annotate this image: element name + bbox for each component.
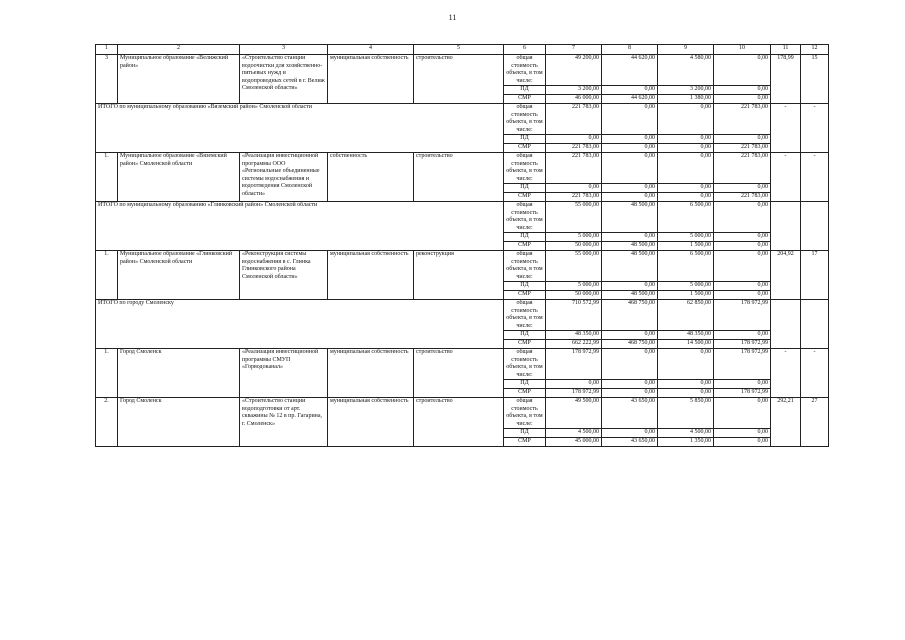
row-number: 1. <box>96 349 118 398</box>
amount-cell: 0,00 <box>714 242 771 251</box>
object-name-cell: «Реконструкция системы водоснабжения в с. Глинка Глинковского района Смоленской области» <box>240 251 328 300</box>
amount-cell: 0,00 <box>658 104 714 135</box>
work-type-cell: строительство <box>414 398 504 447</box>
property-cell: собственность <box>328 153 414 202</box>
amount-cell: 0,00 <box>714 55 771 86</box>
amount-cell: 1 500,00 <box>658 291 714 300</box>
amount-cell: 0,00 <box>714 86 771 95</box>
cost-label: общая стоимость объекта, в том числе: <box>504 104 546 135</box>
cost-label: СМР <box>504 193 546 202</box>
column-number: 5 <box>414 45 504 55</box>
amount-cell: 0,00 <box>602 282 658 291</box>
amount-cell: 49 200,00 <box>546 55 602 86</box>
row-number: 1. <box>96 153 118 202</box>
summary-row <box>96 104 829 135</box>
cost-label: общая стоимость объекта, в том числе: <box>504 251 546 282</box>
investment-table <box>95 44 829 447</box>
amount-cell: 0,00 <box>658 349 714 380</box>
summary-title: ИТОГО по муниципальному образованию «Вяземский район» Смоленской области <box>96 104 504 153</box>
work-type-cell: строительство <box>414 55 504 104</box>
amount-cell: 0,00 <box>658 193 714 202</box>
amount-cell: 0,00 <box>714 438 771 447</box>
amount-cell: 178 972,99 <box>714 300 771 331</box>
cost-label: ПД <box>504 282 546 291</box>
property-cell: муниципальная собственность <box>328 398 414 447</box>
amount-cell: 0,00 <box>602 184 658 193</box>
amount-cell: 0,00 <box>602 193 658 202</box>
amount-cell: 0,00 <box>658 144 714 153</box>
column-number: 2 <box>118 45 240 55</box>
amount-cell: 0,00 <box>602 331 658 340</box>
amount-cell: 0,00 <box>714 184 771 193</box>
amount-cell: 62 850,00 <box>658 300 714 331</box>
column-number: 7 <box>546 45 602 55</box>
amount-cell: 221 783,00 <box>546 193 602 202</box>
cost-label: ПД <box>504 184 546 193</box>
cost-label: ПД <box>504 380 546 389</box>
table-row <box>96 153 829 184</box>
amount-cell: 48 500,00 <box>602 202 658 233</box>
amount-cell: 221 783,00 <box>546 144 602 153</box>
amount-cell: 178 972,99 <box>714 340 771 349</box>
work-type-cell: строительство <box>414 349 504 398</box>
amount-cell: 0,00 <box>714 398 771 429</box>
col11-cell: 292,21 <box>771 398 801 447</box>
cost-label: ПД <box>504 429 546 438</box>
amount-cell: 710 572,99 <box>546 300 602 331</box>
amount-cell: 48 350,00 <box>658 331 714 340</box>
amount-cell: 178 972,99 <box>714 349 771 380</box>
amount-cell: 0,00 <box>658 380 714 389</box>
amount-cell: 3 200,00 <box>546 86 602 95</box>
amount-cell: 468 750,00 <box>602 300 658 331</box>
amount-cell: 0,00 <box>714 380 771 389</box>
amount-cell: 49 500,00 <box>546 398 602 429</box>
col11-cell: 204,92 <box>771 251 801 300</box>
row-number: 2. <box>96 398 118 447</box>
amount-cell: 44 620,00 <box>602 55 658 86</box>
amount-cell: 5 000,00 <box>658 233 714 242</box>
column-number: 10 <box>714 45 771 55</box>
amount-cell: 178 972,99 <box>546 349 602 380</box>
amount-cell: 1 350,00 <box>658 438 714 447</box>
cost-label: СМР <box>504 242 546 251</box>
amount-cell: 5 000,00 <box>546 282 602 291</box>
owner-cell: Муниципальное образование «Глинковский район» Смоленской области <box>118 251 240 300</box>
amount-cell: 0,00 <box>714 429 771 438</box>
amount-cell: 221 783,00 <box>546 104 602 135</box>
property-cell: муниципальная собственность <box>328 55 414 104</box>
amount-cell: 0,00 <box>602 86 658 95</box>
amount-cell: 0,00 <box>602 104 658 135</box>
amount-cell: 0,00 <box>602 153 658 184</box>
amount-cell: 0,00 <box>714 331 771 340</box>
column-number: 1 <box>96 45 118 55</box>
col12-cell <box>801 202 829 251</box>
cost-label: СМР <box>504 95 546 104</box>
amount-cell: 468 750,00 <box>602 340 658 349</box>
amount-cell: 0,00 <box>602 389 658 398</box>
column-number: 4 <box>328 45 414 55</box>
col11-cell: - <box>771 349 801 398</box>
amount-cell: 0,00 <box>658 135 714 144</box>
amount-cell: 5 000,00 <box>546 233 602 242</box>
col11-cell: 178,99 <box>771 55 801 104</box>
cost-label: общая стоимость объекта, в том числе: <box>504 398 546 429</box>
amount-cell: 48 500,00 <box>602 251 658 282</box>
amount-cell: 0,00 <box>602 135 658 144</box>
summary-title: ИТОГО по городу Смоленску <box>96 300 504 349</box>
amount-cell: 662 222,99 <box>546 340 602 349</box>
col12-cell: - <box>801 349 829 398</box>
summary-row <box>96 300 829 331</box>
amount-cell: 4 500,00 <box>546 429 602 438</box>
cost-label: ПД <box>504 135 546 144</box>
amount-cell: 0,00 <box>714 291 771 300</box>
amount-cell: 0,00 <box>714 282 771 291</box>
amount-cell: 0,00 <box>658 153 714 184</box>
property-cell: муниципальная собственность <box>328 251 414 300</box>
amount-cell: 1 500,00 <box>658 242 714 251</box>
col11-cell: - <box>771 104 801 153</box>
amount-cell: 6 500,00 <box>658 251 714 282</box>
col12-cell: 27 <box>801 398 829 447</box>
object-name-cell: «Строительство станции водоочистки для хозяйственно-питьевых нужд и водопроводных сетей в г. Велиж Смоленской области» <box>240 55 328 104</box>
owner-cell: Муниципальное образование «Велижский район» <box>118 55 240 104</box>
column-number: 9 <box>658 45 714 55</box>
cost-label: СМР <box>504 340 546 349</box>
amount-cell: 178 972,99 <box>546 389 602 398</box>
cost-label: СМР <box>504 438 546 447</box>
property-cell: муниципальная собственность <box>328 349 414 398</box>
object-name-cell: «Реализация инвестиционной программы ООО «Региональные объединенные системы водоснабжения и водоотведения Смоленской области» <box>240 153 328 202</box>
amount-cell: 0,00 <box>602 144 658 153</box>
amount-cell: 0,00 <box>546 184 602 193</box>
table-row <box>96 349 829 380</box>
amount-cell: 43 650,00 <box>602 398 658 429</box>
amount-cell: 3 200,00 <box>658 86 714 95</box>
cost-label: общая стоимость объекта, в том числе: <box>504 349 546 380</box>
cost-label: общая стоимость объекта, в том числе: <box>504 153 546 184</box>
amount-cell: 48 500,00 <box>602 291 658 300</box>
cost-label: общая стоимость объекта, в том числе: <box>504 300 546 331</box>
amount-cell: 0,00 <box>714 95 771 104</box>
amount-cell: 221 783,00 <box>714 153 771 184</box>
col12-cell <box>801 300 829 349</box>
amount-cell: 221 783,00 <box>714 193 771 202</box>
amount-cell: 0,00 <box>714 202 771 233</box>
amount-cell: 5 000,00 <box>658 282 714 291</box>
amount-cell: 0,00 <box>714 135 771 144</box>
cost-label: СМР <box>504 291 546 300</box>
cost-label: ПД <box>504 86 546 95</box>
amount-cell: 0,00 <box>658 389 714 398</box>
amount-cell: 4 500,00 <box>658 429 714 438</box>
amount-cell: 221 783,00 <box>714 104 771 135</box>
amount-cell: 46 000,00 <box>546 95 602 104</box>
header-row <box>96 45 829 55</box>
work-type-cell: строительство <box>414 153 504 202</box>
cost-label: ПД <box>504 331 546 340</box>
owner-cell: Муниципальное образование «Вяземский район» Смоленской области <box>118 153 240 202</box>
amount-cell: 0,00 <box>714 233 771 242</box>
summary-row <box>96 202 829 233</box>
cost-label: общая стоимость объекта, в том числе: <box>504 202 546 233</box>
col11-cell <box>771 202 801 251</box>
col12-cell: 17 <box>801 251 829 300</box>
cost-label: СМР <box>504 144 546 153</box>
amount-cell: 5 850,00 <box>658 398 714 429</box>
cost-label: ПД <box>504 233 546 242</box>
amount-cell: 55 000,00 <box>546 202 602 233</box>
cost-label: общая стоимость объекта, в том числе: <box>504 55 546 86</box>
column-number: 6 <box>504 45 546 55</box>
amount-cell: 221 783,00 <box>546 153 602 184</box>
amount-cell: 50 000,00 <box>546 242 602 251</box>
amount-cell: 48 500,00 <box>602 242 658 251</box>
row-number: 1. <box>96 251 118 300</box>
amount-cell: 44 620,00 <box>602 95 658 104</box>
amount-cell: 221 783,00 <box>714 144 771 153</box>
amount-cell: 0,00 <box>714 251 771 282</box>
amount-cell: 45 000,00 <box>546 438 602 447</box>
col12-cell: - <box>801 153 829 202</box>
owner-cell: Город Смоленск <box>118 349 240 398</box>
column-number: 3 <box>240 45 328 55</box>
table-row <box>96 55 829 86</box>
col12-cell: - <box>801 104 829 153</box>
amount-cell: 178 972,99 <box>714 389 771 398</box>
summary-title: ИТОГО по муниципальному образованию «Глинковский район» Смоленской области <box>96 202 504 251</box>
col12-cell: 15 <box>801 55 829 104</box>
owner-cell: Город Смоленск <box>118 398 240 447</box>
row-number: 3 <box>96 55 118 104</box>
column-number: 12 <box>801 45 829 55</box>
amount-cell: 0,00 <box>546 380 602 389</box>
amount-cell: 4 580,00 <box>658 55 714 86</box>
cost-label: СМР <box>504 389 546 398</box>
amount-cell: 43 650,00 <box>602 438 658 447</box>
page-number: 11 <box>448 13 457 22</box>
amount-cell: 6 500,00 <box>658 202 714 233</box>
amount-cell: 0,00 <box>546 135 602 144</box>
amount-cell: 50 000,00 <box>546 291 602 300</box>
amount-cell: 48 350,00 <box>546 331 602 340</box>
object-name-cell: «Строительство станции водоподготовки от арт. скважины № 12 в пр. Гагарина, г. Смоленск» <box>240 398 328 447</box>
amount-cell: 1 380,00 <box>658 95 714 104</box>
col11-cell: - <box>771 153 801 202</box>
col11-cell <box>771 300 801 349</box>
amount-cell: 0,00 <box>602 380 658 389</box>
table-row <box>96 251 829 282</box>
object-name-cell: «Реализация инвестиционной программы СМУП «Горводоканал» <box>240 349 328 398</box>
amount-cell: 55 000,00 <box>546 251 602 282</box>
amount-cell: 0,00 <box>602 429 658 438</box>
column-number: 11 <box>771 45 801 55</box>
amount-cell: 0,00 <box>602 233 658 242</box>
amount-cell: 0,00 <box>658 184 714 193</box>
amount-cell: 0,00 <box>602 349 658 380</box>
column-number: 8 <box>602 45 658 55</box>
table-row <box>96 398 829 429</box>
work-type-cell: реконструкция <box>414 251 504 300</box>
amount-cell: 14 500,00 <box>658 340 714 349</box>
